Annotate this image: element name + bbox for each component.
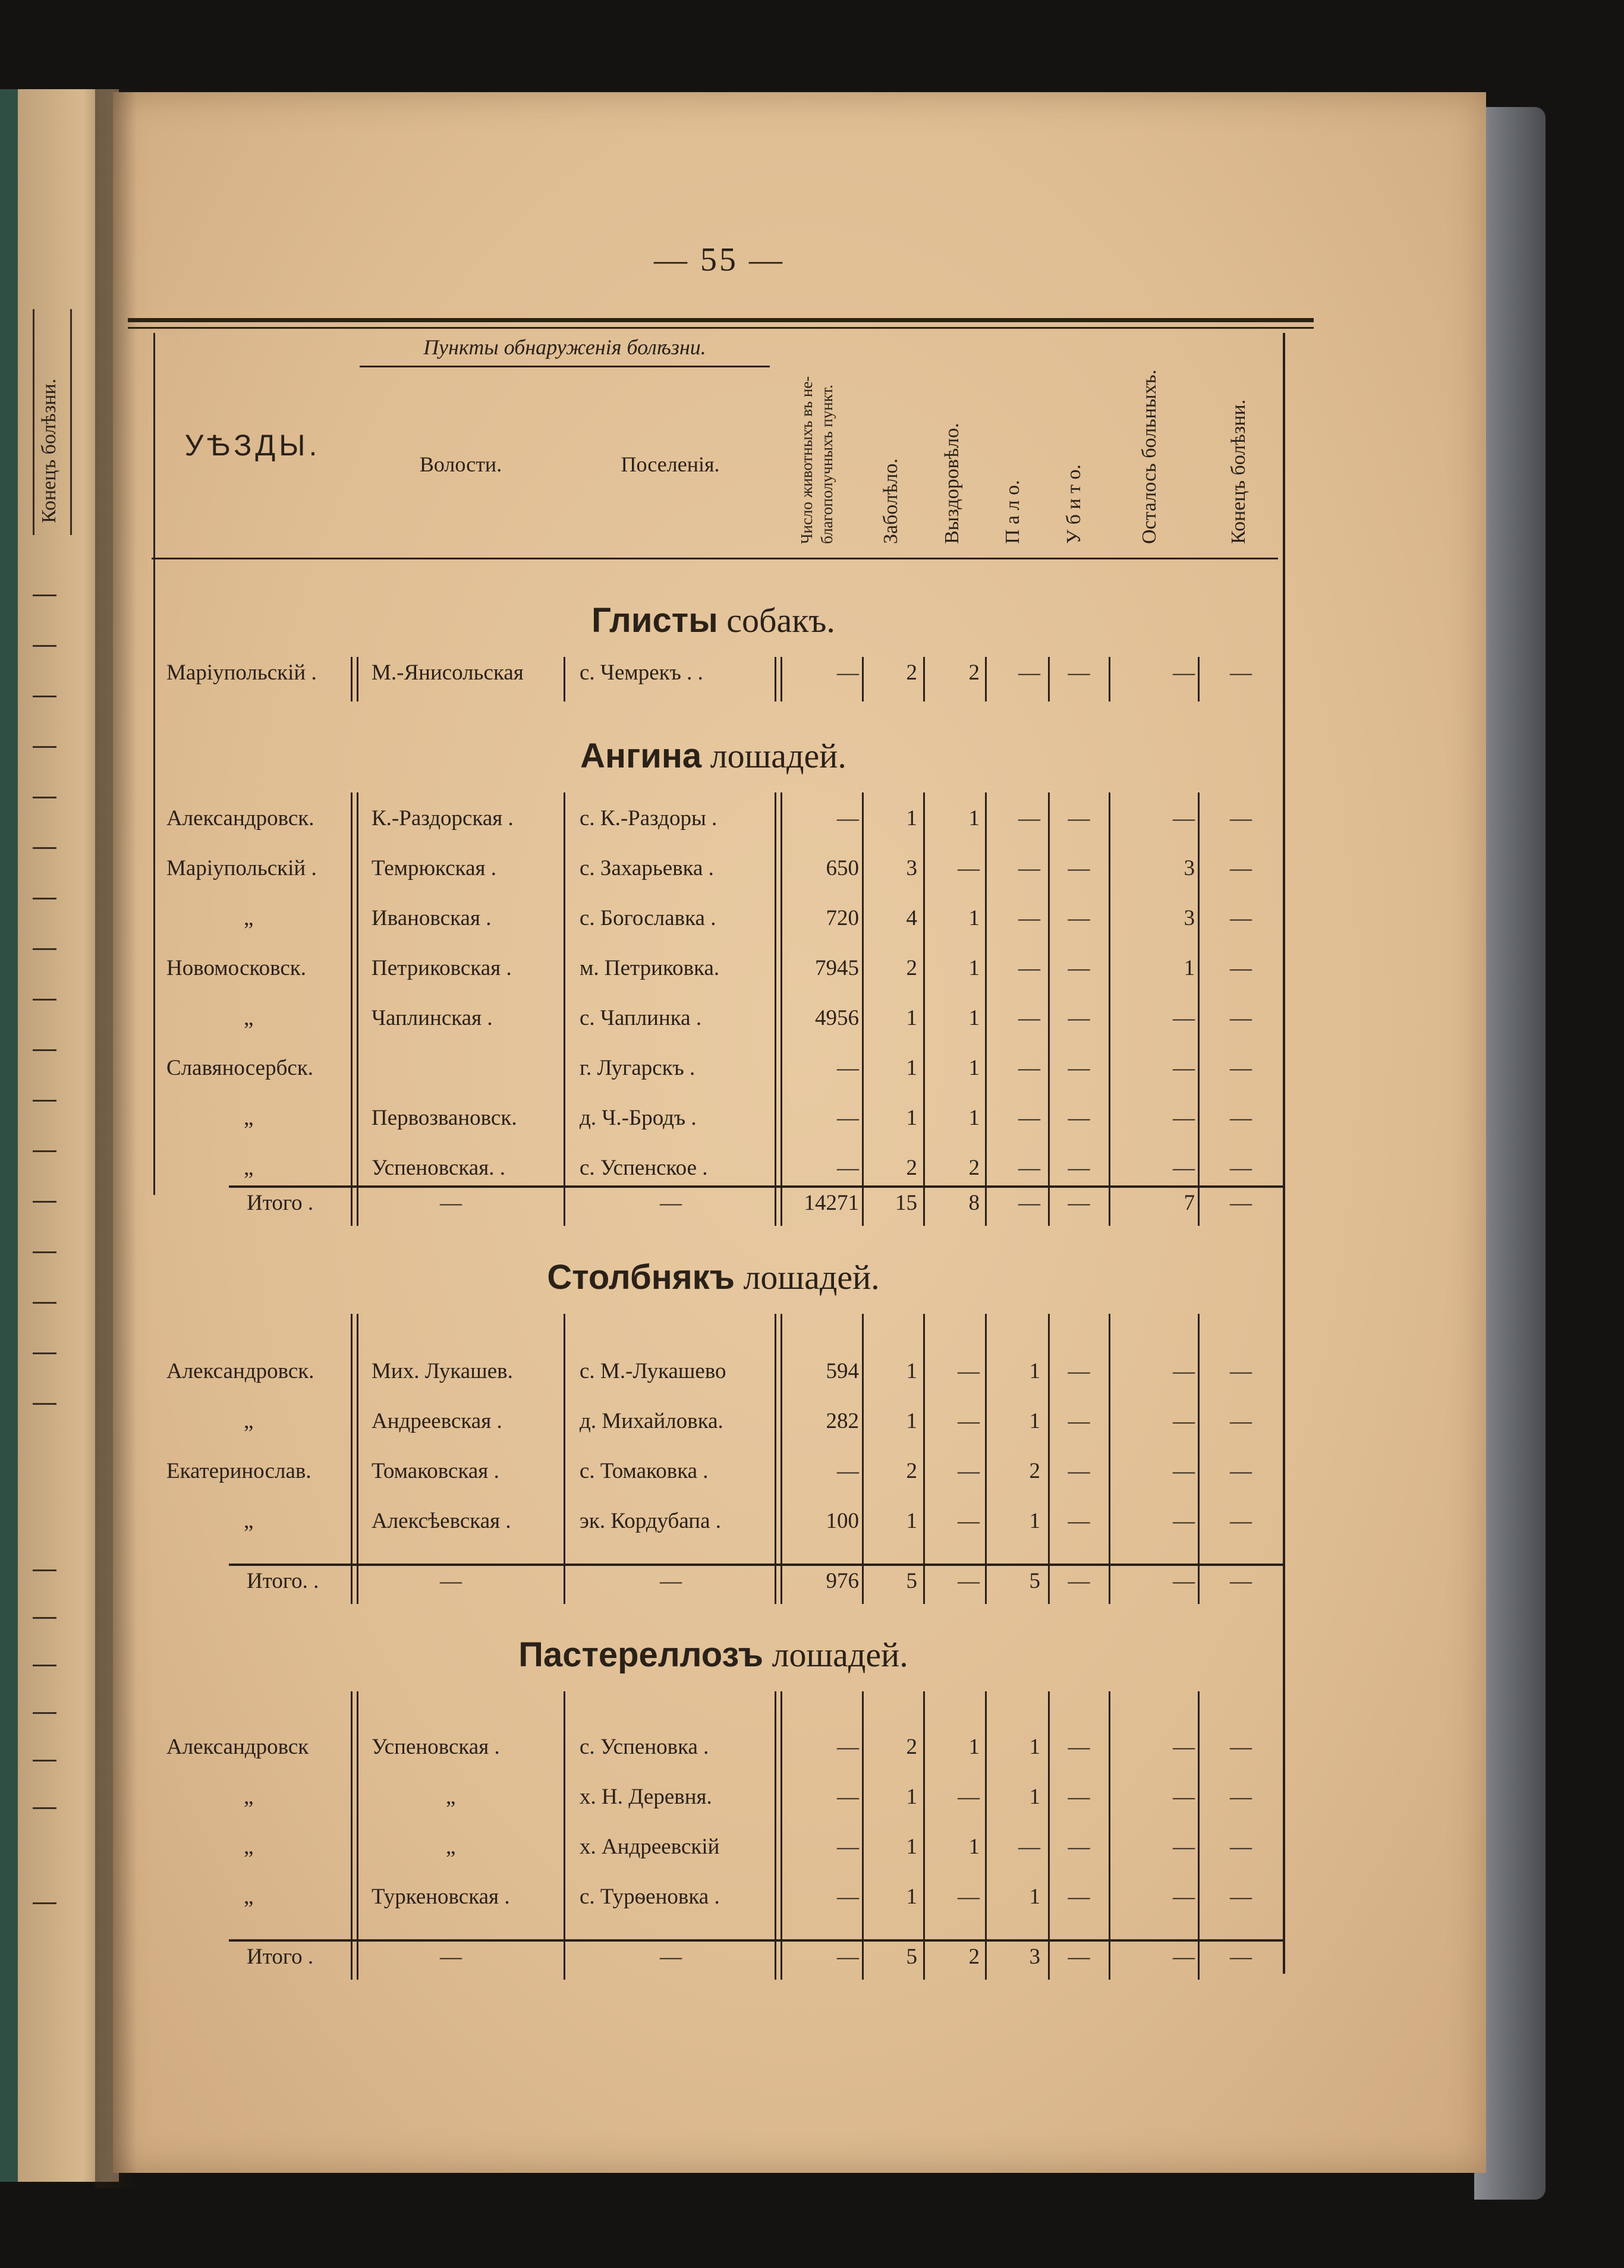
section-title-bold: Глисты [591,601,718,640]
cell-vyzdorovelo: — [958,1885,980,1909]
cell-volost: Андреевская . [372,1409,502,1433]
cell-poselenie: м. Петриковка. [580,956,720,980]
cell-chislo: — [837,1785,859,1809]
section-title-rest: лошадей. [763,1635,908,1674]
header-vyzdorovelo: Выздоровѣло. [941,423,963,544]
cell-uezd: Маріупольскій . [166,856,317,880]
cell-konec: — [1230,660,1252,685]
cell-chislo: 4956 [815,1006,859,1030]
cell-uezd: Александровск. [166,1359,314,1383]
cell-vyzdorovelo: — [958,1785,980,1809]
cell-uezd: „ [244,1409,254,1433]
cell-vyzdorovelo: 1 [968,1106,980,1130]
cell-poselenie: х. Андреевскій [580,1835,720,1859]
header-ubito: У б и т о. [1063,464,1085,544]
cell-chislo: 282 [826,1409,859,1433]
cell-vyzdorovelo: — [958,1459,980,1483]
total-row [0,1190,1427,1232]
table-row [0,1834,1427,1876]
section-title [0,600,1427,640]
total-zabolelo: 15 [895,1191,917,1215]
cell-poselenie: с. Успенское . [580,1156,708,1180]
cell-zabolelo: 1 [906,1835,917,1859]
cell-zabolelo: 1 [906,1785,917,1809]
cell-chislo: — [837,1056,859,1080]
cell-ubito: — [1068,1785,1090,1809]
total-chislo: — [837,1945,859,1969]
total-vyzdorovelo: — [958,1569,980,1593]
cell-palo: 1 [1029,1509,1040,1533]
cell-ubito: — [1068,1509,1090,1533]
table-row [0,1508,1427,1550]
cell-volost: Первозвановск. [372,1106,517,1130]
cell-volost: Ивановская . [372,906,492,930]
cell-palo: — [1018,660,1040,685]
total-vyzdorovelo: 8 [968,1191,980,1215]
cell-uezd: „ [244,1835,254,1859]
left-page-dash [33,948,56,950]
left-page-dash [33,1251,56,1253]
cell-zabolelo: 2 [906,660,917,685]
left-page-dash [33,1150,56,1152]
cell-volost: Туркеновская . [372,1885,510,1909]
cell-uezd: Маріупольскій . [166,660,317,685]
cell-uezd: Александровск. [166,806,314,831]
cell-zabolelo: 1 [906,806,917,831]
cell-ostalos: — [1173,1006,1195,1030]
cell-vyzdorovelo: — [958,1509,980,1533]
total-uezd: Итого. . [247,1569,319,1593]
total-konec: — [1230,1945,1252,1969]
cell-ostalos: — [1173,1735,1195,1759]
cell-ostalos: — [1173,1106,1195,1130]
cell-volost: Успеновская. . [372,1156,505,1180]
table-row [0,1458,1427,1500]
cell-konec: — [1230,1359,1252,1383]
cell-uezd: Екатеринослав. [166,1459,311,1483]
total-zabolelo: 5 [906,1945,917,1969]
total-uezd: Итого . [247,1191,314,1215]
cell-chislo: 720 [826,906,859,930]
cell-volost: Мих. Лукашев. [372,1359,513,1383]
header-zabolelo: Заболѣло. [880,458,902,544]
cell-chislo: 594 [826,1359,859,1383]
cell-ubito: — [1068,806,1090,831]
cell-palo: 1 [1029,1885,1040,1909]
cell-ostalos: — [1173,1885,1195,1909]
total-palo: 3 [1029,1945,1040,1969]
cell-palo: — [1018,806,1040,831]
total-konec: — [1230,1191,1252,1215]
cell-poselenie: д. Михайловка. [580,1409,723,1433]
cell-uezd: „ [244,1885,254,1909]
cell-palo: 2 [1029,1459,1040,1483]
cell-konec: — [1230,1006,1252,1030]
total-poselenie: — [660,1191,682,1215]
cell-poselenie: с. М.-Лукашево [580,1359,726,1383]
cell-zabolelo: 2 [906,1735,917,1759]
cell-vyzdorovelo: 1 [968,1735,980,1759]
cell-poselenie: с. Успеновка . [580,1735,709,1759]
table-row [0,806,1427,847]
header-punkty-rule [360,366,770,367]
left-page-dash [33,1712,56,1714]
cell-palo: 1 [1029,1359,1040,1383]
cell-volost: Петриковская . [372,956,512,980]
cell-volost: Чаплинская . [372,1006,493,1030]
cell-palo: 1 [1029,1409,1040,1433]
total-volost: — [440,1945,462,1969]
cell-chislo: — [837,1735,859,1759]
cell-chislo: — [837,1156,859,1180]
total-volost: — [440,1191,462,1215]
cell-ubito: — [1068,1885,1090,1909]
left-page-dash [33,645,56,647]
table-row [0,1005,1427,1047]
cell-zabolelo: 1 [906,1359,917,1383]
cell-ostalos: — [1173,1359,1195,1383]
cell-konec: — [1230,1885,1252,1909]
total-palo: 5 [1029,1569,1040,1593]
cell-poselenie: с. К.-Раздоры . [580,806,717,831]
cell-poselenie: с. Турѳеновка . [580,1885,720,1909]
total-palo: — [1018,1191,1040,1215]
cell-ubito: — [1068,1735,1090,1759]
cell-volost: Темрюкская . [372,856,497,880]
cell-vyzdorovelo: 1 [968,806,980,831]
left-page-dash [33,1302,56,1304]
cell-chislo: — [837,1106,859,1130]
cell-zabolelo: 1 [906,1056,917,1080]
left-page-dash [33,797,56,798]
cell-ubito: — [1068,906,1090,930]
cell-ubito: — [1068,1459,1090,1483]
total-volost: — [440,1569,462,1593]
cell-zabolelo: 3 [906,856,917,880]
total-row [0,1568,1427,1610]
cell-ubito: — [1068,956,1090,980]
cell-konec: — [1230,1835,1252,1859]
left-page-dash [33,1100,56,1102]
cell-ostalos: 3 [1184,856,1195,880]
cell-ubito: — [1068,1156,1090,1180]
cell-chislo: — [837,660,859,685]
cell-ubito: — [1068,1106,1090,1130]
cell-uezd: „ [244,1006,254,1030]
cell-chislo: — [837,1459,859,1483]
cell-vyzdorovelo: 1 [968,1835,980,1859]
cell-zabolelo: 1 [906,1006,917,1030]
cell-volost: Успеновская . [372,1735,500,1759]
left-page-dash [33,898,56,899]
cell-poselenie: с. Захарьевка . [580,856,714,880]
cell-ostalos: — [1173,1459,1195,1483]
cell-konec: — [1230,1735,1252,1759]
cell-zabolelo: 1 [906,1409,917,1433]
total-ubito: — [1068,1191,1090,1215]
table-row [0,1105,1427,1147]
cell-palo: — [1018,1106,1040,1130]
cell-konec: — [1230,806,1252,831]
table-top-rule [128,318,1314,322]
cell-palo: — [1018,956,1040,980]
total-row [0,1944,1427,1986]
cell-chislo: — [837,806,859,831]
cell-poselenie: с. Чемрекъ . . [580,660,703,685]
cell-ostalos: — [1173,1835,1195,1859]
header-volosti: Волости. [419,452,502,476]
cell-poselenie: д. Ч.-Бродъ . [580,1106,697,1130]
section-title-rest: лошадей. [734,1258,880,1297]
cell-ostalos: — [1173,1056,1195,1080]
cell-poselenie: х. Н. Деревня. [580,1785,712,1809]
cell-konec: — [1230,1785,1252,1809]
cell-ubito: — [1068,1835,1090,1859]
cell-zabolelo: 1 [906,1509,917,1533]
total-uezd: Итого . [247,1945,314,1969]
table-row [0,855,1427,897]
cell-volost: Алексѣевская . [372,1509,511,1533]
cell-palo: — [1018,1835,1040,1859]
cell-konec: — [1230,1056,1252,1080]
cell-ostalos: — [1173,1156,1195,1180]
total-poselenie: — [660,1945,682,1969]
cell-vyzdorovelo: — [958,1409,980,1433]
left-page-header-text: Конецъ болѣзни. [38,378,60,523]
left-page-dash [33,999,56,1001]
table-row [0,660,1427,702]
cell-uezd: „ [244,1106,254,1130]
cell-palo: 1 [1029,1735,1040,1759]
cell-volost: „ [446,1835,456,1859]
cell-uezd: Александровск [166,1735,309,1759]
header-konec: Конецъ болѣзни. [1228,399,1250,544]
cell-ubito: — [1068,1056,1090,1080]
cell-ostalos: — [1173,1509,1195,1533]
total-ostalos: — [1173,1569,1195,1593]
total-chislo: 14271 [804,1191,859,1215]
cell-ostalos: — [1173,660,1195,685]
cell-vyzdorovelo: 1 [968,1006,980,1030]
table-row [0,1358,1427,1400]
cell-zabolelo: 2 [906,956,917,980]
section-title-bold: Столбнякъ [547,1258,735,1297]
left-page-dash [33,1049,56,1051]
cell-uezd: „ [244,1156,254,1180]
total-zabolelo: 5 [906,1569,917,1593]
section-title-bold: Ангина [580,737,702,775]
cell-vyzdorovelo: — [958,1359,980,1383]
cell-konec: — [1230,1509,1252,1533]
left-page-dash [33,847,56,849]
cell-chislo: 650 [826,856,859,880]
total-ubito: — [1068,1569,1090,1593]
cell-palo: — [1018,1056,1040,1080]
cell-palo: — [1018,1156,1040,1180]
cell-volost: К.-Раздорская . [372,806,514,831]
cell-ostalos: — [1173,1409,1195,1433]
section-title [0,1635,1427,1675]
cell-konec: — [1230,1106,1252,1130]
cell-konec: — [1230,906,1252,930]
cell-uezd: „ [244,1509,254,1533]
header-bottom-rule [152,558,1278,559]
cell-ubito: — [1068,1359,1090,1383]
cell-poselenie: с. Чаплинка . [580,1006,702,1030]
cell-chislo: 100 [826,1509,859,1533]
cell-zabolelo: 4 [906,906,917,930]
cell-vyzdorovelo: 2 [968,1156,980,1180]
page-number: — 55 — [654,241,785,278]
section-title-rest: лошадей. [701,737,846,775]
cell-zabolelo: 1 [906,1885,917,1909]
table-row [0,1884,1427,1926]
cell-konec: — [1230,1156,1252,1180]
total-rule [229,1939,1284,1942]
table-row [0,1734,1427,1776]
cell-poselenie: с. Томаковка . [580,1459,709,1483]
total-ubito: — [1068,1945,1090,1969]
header-ostalos: Осталось больныхъ. [1138,369,1160,544]
cell-palo: — [1018,856,1040,880]
cell-chislo: — [837,1835,859,1859]
cell-chislo: — [837,1885,859,1909]
cell-ubito: — [1068,1006,1090,1030]
left-page-dash [33,594,56,596]
cell-zabolelo: 2 [906,1459,917,1483]
cell-ubito: — [1068,660,1090,685]
section-title [0,1257,1427,1297]
cell-poselenie: с. Богославка . [580,906,716,930]
cell-vyzdorovelo: 2 [968,660,980,685]
cell-palo: — [1018,906,1040,930]
total-poselenie: — [660,1569,682,1593]
table-right-border [1283,333,1285,1974]
cell-vyzdorovelo: 1 [968,906,980,930]
cell-ubito: — [1068,856,1090,880]
cell-ostalos: 1 [1184,956,1195,980]
cell-ostalos: 3 [1184,906,1195,930]
cell-volost: „ [446,1785,456,1809]
cell-uezd: Новомосковск. [166,956,306,980]
cell-volost: М.-Янисольская [372,660,524,685]
cell-poselenie: г. Лугарскъ . [580,1056,695,1080]
section-title-bold: Пастереллозъ [518,1635,764,1674]
cell-ostalos: — [1173,806,1195,831]
cell-konec: — [1230,856,1252,880]
total-vyzdorovelo: 2 [968,1945,980,1969]
cell-ostalos: — [1173,1785,1195,1809]
cell-poselenie: эк. Кордубапа . [580,1509,722,1533]
cell-vyzdorovelo: 1 [968,956,980,980]
cell-konec: — [1230,1409,1252,1433]
table-row [0,955,1427,997]
total-konec: — [1230,1569,1252,1593]
total-ostalos: — [1173,1945,1195,1969]
left-page-dash [33,1403,56,1405]
total-rule [229,1185,1284,1188]
table-row [0,905,1427,947]
cell-zabolelo: 2 [906,1156,917,1180]
left-page-column-header [33,309,72,535]
table-row [0,1408,1427,1450]
cell-konec: — [1230,956,1252,980]
cell-uezd: „ [244,1785,254,1809]
table-row [0,1784,1427,1826]
cell-ubito: — [1068,1409,1090,1433]
header-palo: П а л о. [1002,480,1024,544]
left-page-dash [33,1617,56,1619]
header-uezdy: УѢЗДЫ. [184,429,321,462]
table-row [0,1055,1427,1097]
cell-uezd: „ [244,906,254,930]
cell-chislo: 7945 [815,956,859,980]
cell-uezd: Славяносербск. [166,1056,314,1080]
cell-palo: 1 [1029,1785,1040,1809]
left-page-dash [33,1352,56,1354]
cell-konec: — [1230,1459,1252,1483]
cell-zabolelo: 1 [906,1106,917,1130]
header-chislo: Число животныхъ въ не-благополучныхъ пункт. [798,376,836,544]
cell-vyzdorovelo: 1 [968,1056,980,1080]
section-title-rest: собакъ. [717,601,835,640]
table-top-rule-thin [128,327,1314,329]
total-rule [229,1564,1284,1566]
section-title [0,736,1427,776]
total-chislo: 976 [826,1569,859,1593]
header-poseleniya: Поселенія. [621,452,720,476]
cell-palo: — [1018,1006,1040,1030]
cell-vyzdorovelo: — [958,856,980,880]
cell-volost: Томаковская . [372,1459,499,1483]
total-ostalos: 7 [1184,1191,1195,1215]
header-punkty: Пункты обнаруженія болѣзни. [423,335,706,359]
